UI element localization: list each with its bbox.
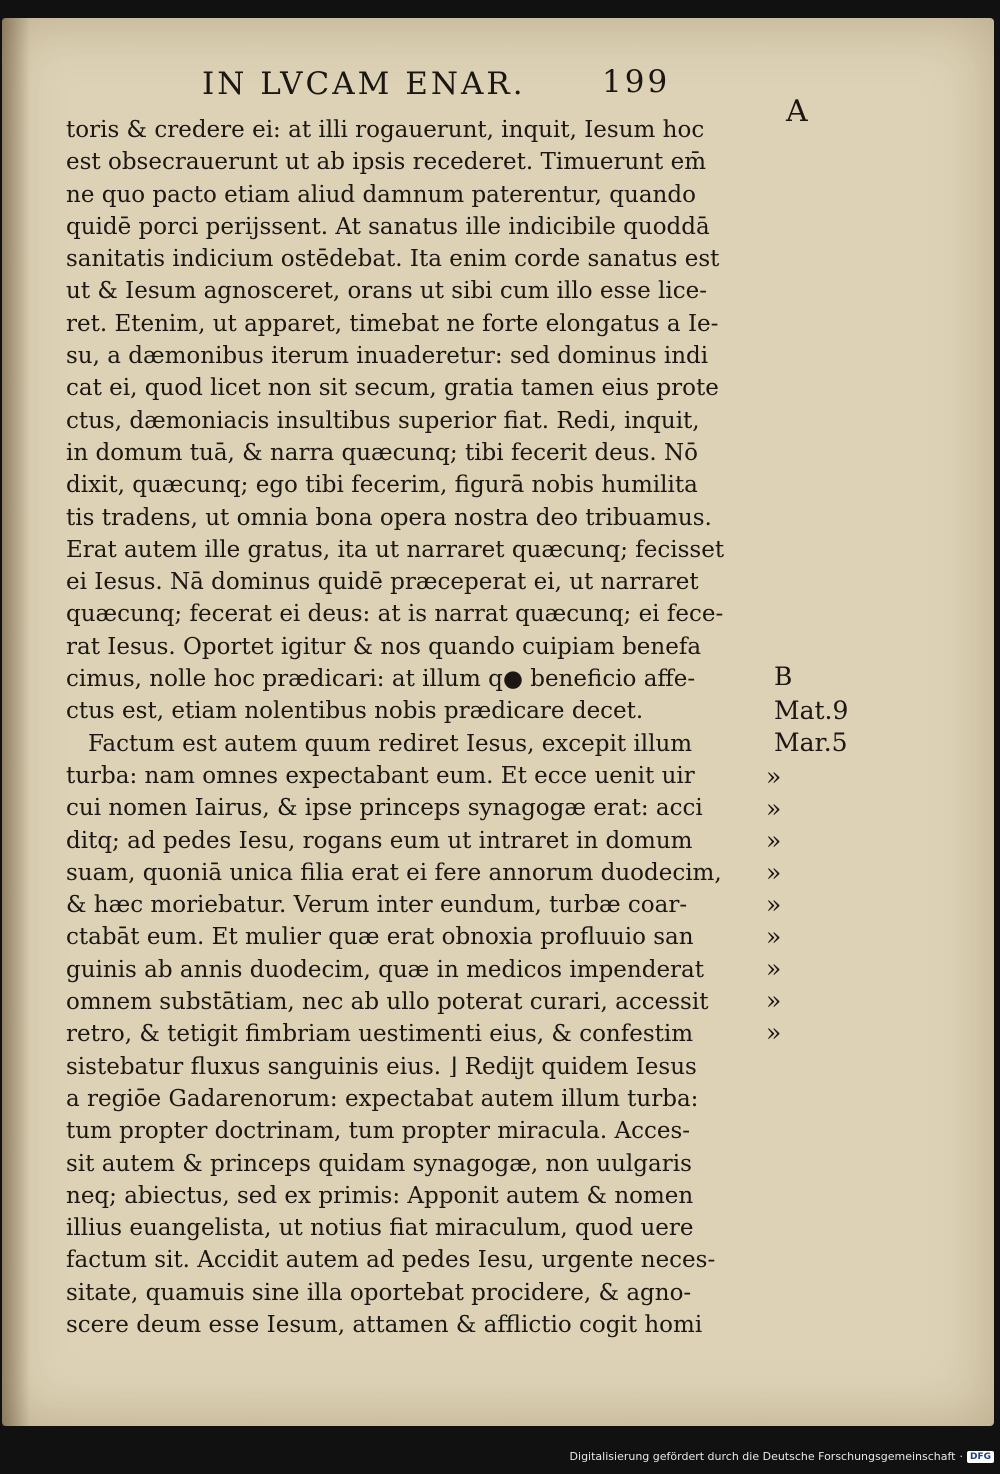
- text-line: suam, quoniā unica filia erat ei fere annorum duodecim,: [66, 859, 722, 886]
- running-head-title: IN LVCAM ENAR.: [202, 66, 526, 102]
- text-line: tum propter doctrinam, tum propter miracula. Acces-: [66, 1118, 691, 1145]
- text-line: dixit, quæcunq; ego tibi fecerim, figurā nobis humilita: [66, 472, 698, 499]
- book-page: [2, 18, 994, 1426]
- body-text: [66, 114, 778, 1341]
- section-letter-b: B: [774, 662, 793, 691]
- text-line: su, a dæmonibus iterum inuaderetur: sed dominus indi: [66, 343, 709, 370]
- quote-mark: »: [766, 890, 782, 919]
- text-line: illius euangelista, ut notius fiat miraculum, quod uere: [66, 1215, 694, 1242]
- text-line: in domum tuā, & narra quæcunq; tibi fecerit deus. Nō: [66, 439, 699, 466]
- text-line: cui nomen Iairus, & ipse princeps synagogæ erat: acci: [66, 795, 703, 822]
- text-line: tis tradens, ut omnia bona opera nostra deo tribuamus.: [66, 504, 712, 531]
- text-line: est obsecrauerunt ut ab ipsis recederet. Timuerunt em̄: [66, 149, 707, 176]
- text-line: ctabāt eum. Et mulier quæ erat obnoxia profluuio san: [66, 924, 694, 951]
- text-line: Factum est autem quum rediret Iesus, excepit illum: [88, 730, 693, 757]
- text-line: scere deum esse Iesum, attamen & afflictio cogit homi: [66, 1311, 703, 1338]
- quote-mark: »: [766, 826, 782, 855]
- text-line: ctus, dæmoniacis insultibus superior fiat. Redi, inquit,: [66, 407, 700, 434]
- text-line: cimus, nolle hoc prædicari: at illum q● beneficio affe-: [66, 666, 696, 693]
- margin-ref-matthew: Mat.9: [774, 696, 849, 725]
- quote-mark: »: [766, 1018, 782, 1047]
- text-line: & hæc moriebatur. Verum inter eundum, turbæ coar-: [66, 892, 688, 919]
- digitization-footer: Digitalisierung gefördert durch die Deutsche Forschungsgemeinschaft · DFG: [570, 1450, 994, 1463]
- text-line: sistebatur fluxus sanguinis eius. ⌋ Redijt quidem Iesus: [66, 1053, 697, 1080]
- quote-mark: »: [766, 858, 782, 887]
- quote-mark: »: [766, 954, 782, 983]
- text-line: ctus est, etiam nolentibus nobis prædicare decet.: [66, 698, 644, 725]
- footer-text: Digitalisierung gefördert durch die Deutsche Forschungsgemeinschaft: [569, 1450, 956, 1463]
- text-line: sanitatis indicium ostēdebat. Ita enim corde sanatus est: [66, 246, 720, 273]
- text-line: turba: nam omnes expectabant eum. Et ecce uenit uir: [66, 762, 695, 789]
- text-line: ei Iesus. Nā dominus quidē præceperat ei, ut narraret: [66, 569, 699, 596]
- text-line: sit autem & princeps quidam synagogæ, non uulgaris: [66, 1150, 692, 1177]
- text-line: quæcunq; fecerat ei deus: at is narrat quæcunq; ei fece-: [66, 601, 724, 628]
- text-line: Erat autem ille gratus, ita ut narraret quæcunq; fecisset: [66, 536, 725, 563]
- text-line: omnem substātiam, nec ab ullo poterat curari, accessit: [66, 989, 709, 1016]
- text-line: retro, & tetigit fimbriam uestimenti eius, & confestim: [66, 1021, 694, 1048]
- page-number: 199: [602, 64, 671, 100]
- dfg-logo-icon: DFG: [967, 1451, 994, 1463]
- margin-ref-mark: Mar.5: [774, 728, 848, 757]
- text-line: ne quo pacto etiam aliud damnum paterentur, quando: [66, 181, 696, 208]
- text-line: ret. Etenim, ut apparet, timebat ne forte elongatus a Ie-: [66, 310, 719, 337]
- running-head: [202, 58, 682, 108]
- quote-mark: »: [766, 986, 782, 1015]
- quote-mark: »: [766, 922, 782, 951]
- text-line: factum sit. Accidit autem ad pedes Iesu, urgente neces-: [66, 1247, 716, 1274]
- text-line: cat ei, quod licet non sit secum, gratia tamen eius prote: [66, 375, 719, 402]
- section-letter-a: A: [786, 94, 808, 129]
- text-line: a regiōe Gadarenorum: expectabat autem illum turba:: [66, 1085, 699, 1112]
- text-line: sitate, quamuis sine illa oportebat procidere, & agno-: [66, 1279, 692, 1306]
- quote-mark: »: [766, 794, 782, 823]
- text-line: quidē porci perijssent. At sanatus ille indicibile quoddā: [66, 213, 710, 240]
- text-line: ditq; ad pedes Iesu, rogans eum ut intraret in domum: [66, 827, 693, 854]
- text-line: rat Iesus. Oportet igitur & nos quando cuipiam benefa: [66, 633, 702, 660]
- text-line: guinis ab annis duodecim, quæ in medicos impenderat: [66, 956, 705, 983]
- quote-mark: »: [766, 762, 782, 791]
- margin-notes: [766, 18, 894, 1418]
- text-line: toris & credere ei: at illi rogauerunt, inquit, Iesum hoc: [66, 117, 705, 143]
- text-line: ut & Iesum agnosceret, orans ut sibi cum illo esse lice-: [66, 278, 708, 305]
- text-line: neq; abiectus, sed ex primis: Apponit autem & nomen: [66, 1182, 694, 1209]
